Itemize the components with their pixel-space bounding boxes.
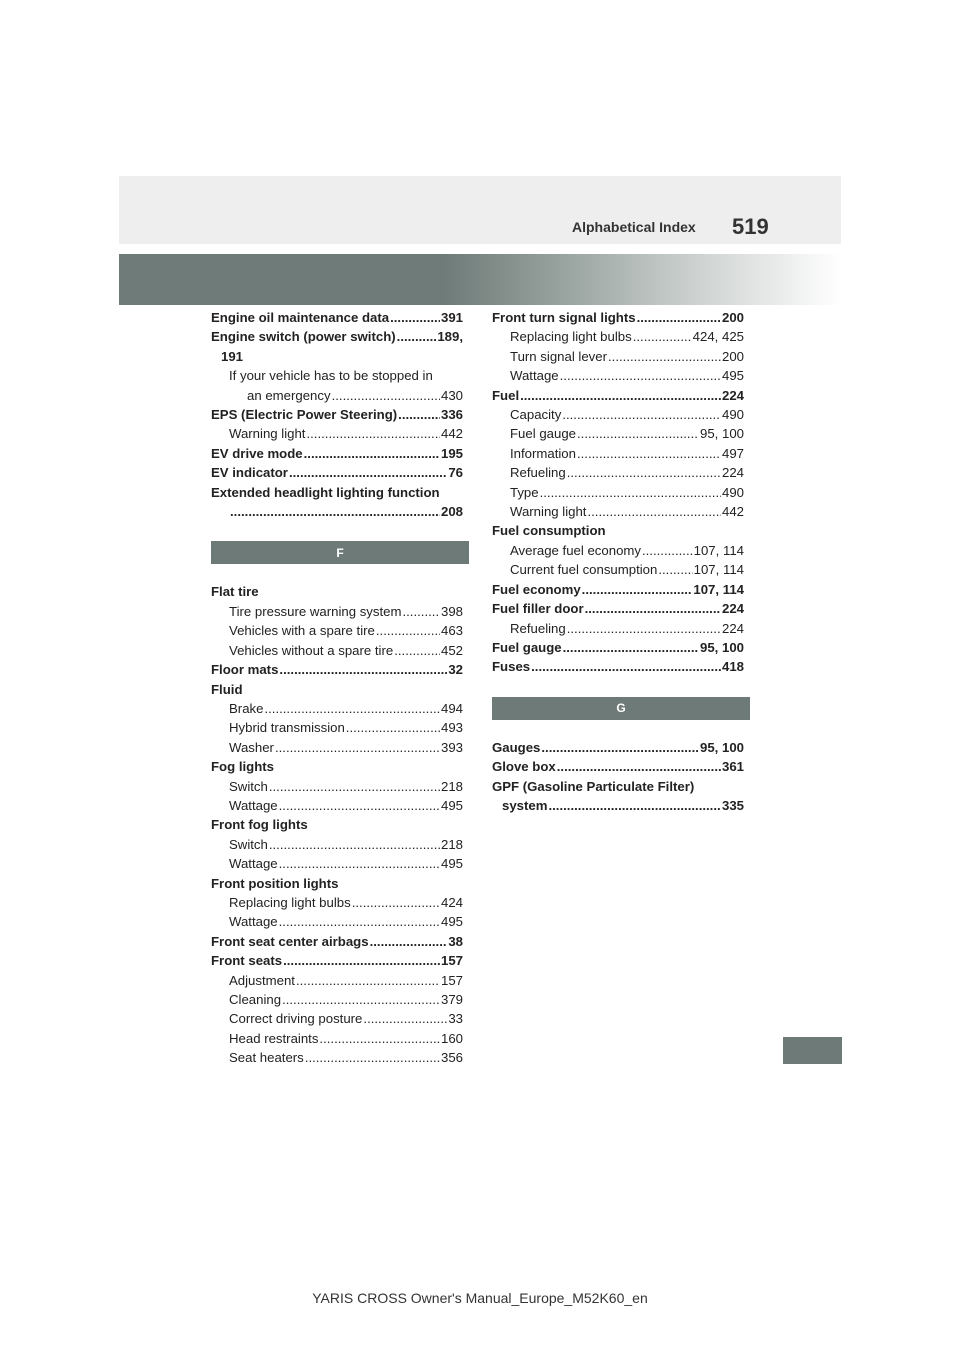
footer-manual-name: YARIS CROSS Owner's Manual_Europe_M52K60_en [312,1290,648,1306]
index-subentry: Vehicles with a spare tire ..... 463 [211,621,463,640]
index-subentry: If your vehicle has to be stopped in an emergency ..... 430 [211,366,463,405]
thumb-tab [783,1037,842,1064]
index-subentry: Hybrid transmission ..... 493 [211,718,463,737]
index-subentry: Washer ..... 393 [211,738,463,757]
index-subentry: Adjustment ..... 157 [211,971,463,990]
index-entry: Gauges ..... 95, 100 [492,738,744,757]
index-subentry: Wattage ..... 495 [211,854,463,873]
index-entry: Front turn signal lights ..... 200 [492,308,744,327]
index-entry: Extended headlight lighting function ..... 208 [211,483,463,522]
index-entry: Front position lights [211,875,339,891]
index-subentry: Turn signal lever ..... 200 [492,347,744,366]
index-entry: EV drive mode ..... 195 [211,444,463,463]
index-subentry: Vehicles without a spare tire ..... 452 [211,641,463,660]
index-entry: Floor mats ..... 32 [211,660,463,679]
index-subentry: Current fuel consumption ..... 107, 114 [492,560,744,579]
index-subentry: Seat heaters ..... 356 [211,1048,463,1067]
index-entry: Glove box ..... 361 [492,757,744,776]
index-entry: Engine oil maintenance data ..... 391 [211,308,463,327]
index-column-left [211,308,463,1068]
index-subentry: Switch ..... 218 [211,835,463,854]
index-entry: Front fog lights [211,817,308,833]
index-entry: Fog lights [211,759,274,775]
index-entry-wrap: 191 [221,348,244,364]
index-column-right [492,308,744,815]
index-subentry: Wattage ..... 495 [211,796,463,815]
index-entry: Fuel gauge ..... 95, 100 [492,638,744,657]
decorative-band [119,254,841,305]
index-subentry: Switch ..... 218 [211,777,463,796]
page-number: 519 [732,214,769,239]
index-subentry: Tire pressure warning system ..... 398 [211,602,463,621]
index-subentry: Refueling ..... 224 [492,619,744,638]
index-subentry: Type ..... 490 [492,483,744,502]
index-entry: EPS (Electric Power Steering) ..... 336 [211,405,463,424]
section-letter-f: F [211,541,469,564]
index-entry: EV indicator ..... 76 [211,463,463,482]
index-subentry: Information ..... 497 [492,444,744,463]
section-letter-g: G [492,697,750,720]
index-entry: Fuel ..... 224 [492,386,744,405]
index-entry: Fuel filler door ..... 224 [492,599,744,618]
index-entry: GPF (Gasoline Particulate Filter) system ..... 335 [492,777,744,816]
index-entry: Fuses ..... 418 [492,657,744,676]
index-subentry: Fuel gauge ..... 95, 100 [492,424,744,443]
index-subentry: Wattage ..... 495 [492,366,744,385]
index-entry: Fuel economy ..... 107, 114 [492,580,744,599]
index-subentry: Warning light ..... 442 [492,502,744,521]
index-subentry: Average fuel economy ..... 107, 114 [492,541,744,560]
index-subentry: Head restraints ..... 160 [211,1029,463,1048]
index-subentry: Wattage ..... 495 [211,912,463,931]
index-subentry: Warning light ..... 442 [211,424,463,443]
index-entry: Engine switch (power switch) ..... 189, 191 [211,327,463,366]
index-subentry: Correct driving posture ..... 33 [211,1009,463,1028]
index-subentry: Brake ..... 494 [211,699,463,718]
index-subentry: Replacing light bulbs ..... 424, 425 [492,327,744,346]
index-entry: Flat tire [211,584,259,600]
section-title: Alphabetical Index [572,219,696,235]
index-subentry: Refueling ..... 224 [492,463,744,482]
index-subentry: Cleaning ..... 379 [211,990,463,1009]
index-entry: Front seat center airbags ..... 38 [211,932,463,951]
index-subentry: Replacing light bulbs ..... 424 [211,893,463,912]
index-entry: Fuel consumption [492,523,606,539]
index-subentry: Capacity ..... 490 [492,405,744,424]
index-entry: Front seats ..... 157 [211,951,463,970]
index-entry: Fluid [211,681,243,697]
